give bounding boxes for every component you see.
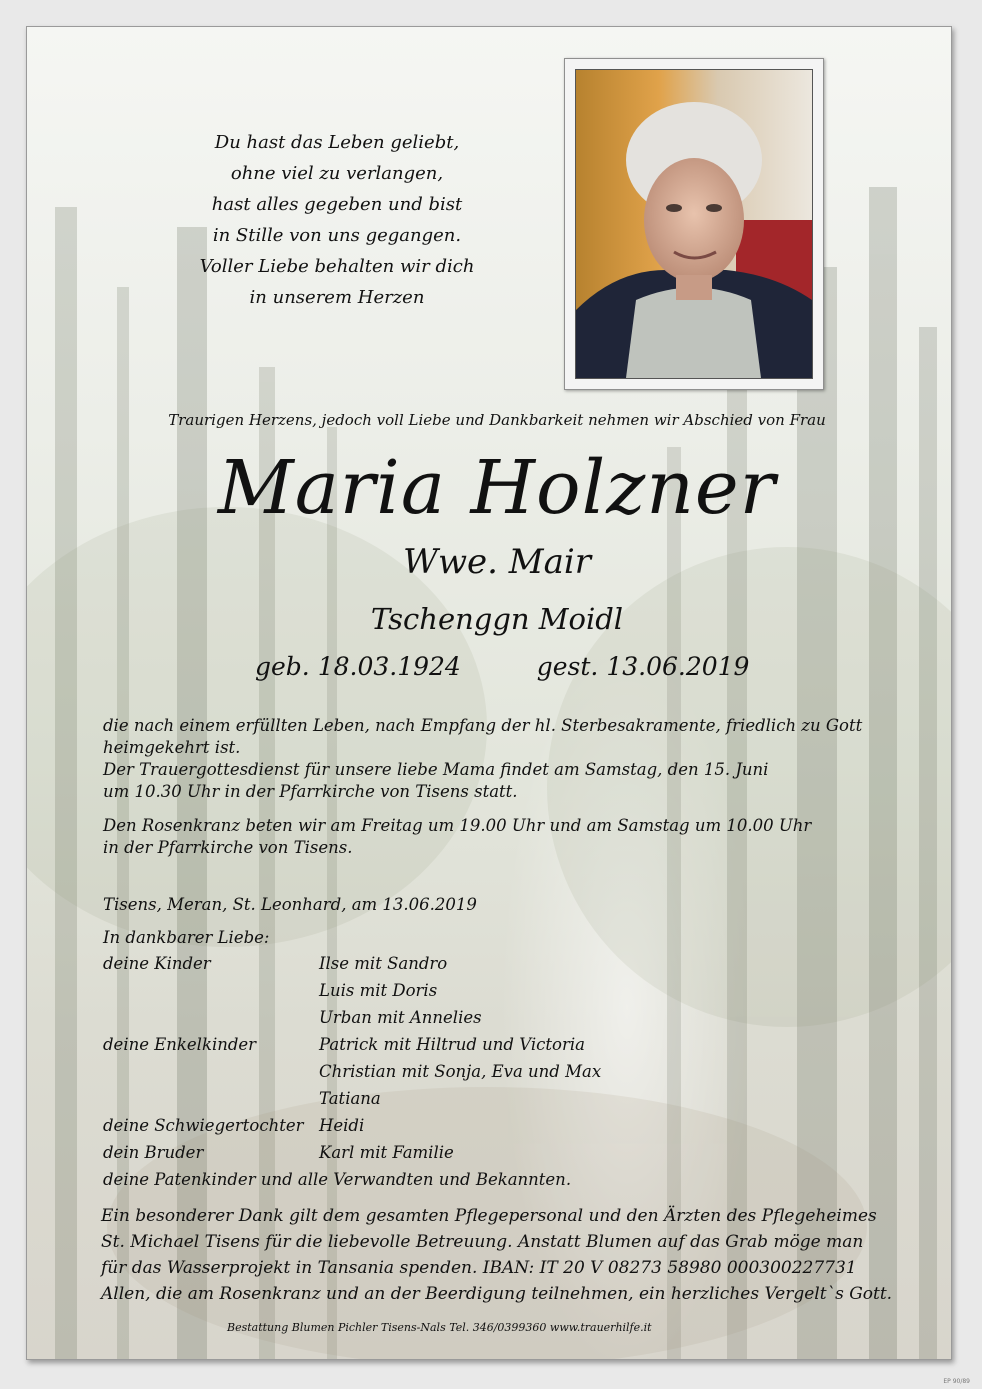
text-line: die nach einem erfüllten Leben, nach Empfang der hl. Sterbesakramente, friedlich zu Gott xyxy=(103,716,863,735)
poem-line: hast alles gegeben und bist xyxy=(211,194,463,215)
intro-line: Traurigen Herzens, jedoch voll Liebe und Dankbarkeit nehmen wir Abschied von Frau xyxy=(168,411,826,429)
deceased-name: Maria Holzner xyxy=(217,445,777,531)
life-dates xyxy=(255,652,749,681)
poem-line: Du hast das Leben geliebt, xyxy=(214,132,460,153)
names: Luis mit Doris xyxy=(319,981,438,1000)
text-line: Den Rosenkranz beten wir am Freitag um 19.00 Uhr und am Samstag um 10.00 Uhr xyxy=(103,816,812,835)
poem xyxy=(147,127,527,313)
obituary-card xyxy=(26,26,952,1360)
text-line: um 10.30 Uhr in der Pfarrkirche von Tisens statt. xyxy=(103,782,518,801)
portrait-frame xyxy=(564,58,824,390)
relation: deine Kinder xyxy=(103,954,211,973)
special-thanks xyxy=(101,1203,901,1307)
names: Karl mit Familie xyxy=(319,1143,454,1162)
names: Tatiana xyxy=(319,1089,381,1108)
relation: deine Schwiegertochter xyxy=(103,1116,304,1135)
funeral-home-footer: Bestattung Blumen Pichler Tisens-Nals Tel. 346/0399360 www.trauerhilfe.it xyxy=(227,1321,652,1334)
names: Christian mit Sonja, Eva und Max xyxy=(319,1062,602,1081)
nickname: Tschenggn Moidl xyxy=(370,602,624,636)
names: Ilse mit Sandro xyxy=(319,954,448,973)
text-line: Der Trauergottesdienst für unsere liebe Mama findet am Samstag, den 15. Juni xyxy=(103,760,769,779)
text-line: heimgekehrt ist. xyxy=(103,738,241,757)
relation: deine Patenkinder und alle Verwandten und Bekannten. xyxy=(103,1170,572,1189)
names: Heidi xyxy=(319,1116,365,1135)
widow-of: Wwe. Mair xyxy=(403,542,591,582)
text-line: in der Pfarrkirche von Tisens. xyxy=(103,838,353,857)
thanks-line: Allen, die am Rosenkranz und an der Beerdigung teilnehmen, ein herzliches Vergelt`s Gott. xyxy=(101,1284,893,1304)
names: Urban mit Annelies xyxy=(319,1008,482,1027)
portrait-photo xyxy=(575,69,813,379)
poem-line: Voller Liebe behalten wir dich xyxy=(199,256,475,277)
print-code: EP 90/89 xyxy=(943,1378,970,1385)
relation: deine Enkelkinder xyxy=(103,1035,257,1054)
announcement-text xyxy=(103,715,903,859)
death-date: gest. 13.06.2019 xyxy=(536,652,750,681)
thanks-line: St. Michael Tisens für die liebevolle Betreuung. Anstatt Blumen auf das Grab möge man xyxy=(101,1232,864,1252)
place-date: Tisens, Meran, St. Leonhard, am 13.06.2019 xyxy=(103,895,477,914)
thanks-line: für das Wasserprojekt in Tansania spenden. IBAN: IT 20 V 08273 58980 000300227731 xyxy=(101,1258,857,1278)
names: Patrick mit Hiltrud und Victoria xyxy=(319,1035,585,1054)
mourners-heading: In dankbarer Liebe: xyxy=(103,928,270,947)
thanks-line: Ein besonderer Dank gilt dem gesamten Pflegepersonal und den Ärzten des Pflegeheimes xyxy=(101,1206,877,1226)
poem-line: in unserem Herzen xyxy=(249,287,425,308)
poem-line: in Stille von uns gegangen. xyxy=(212,225,462,246)
relation: dein Bruder xyxy=(103,1143,204,1162)
poem-line: ohne viel zu verlangen, xyxy=(230,163,444,184)
birth-date: geb. 18.03.1924 xyxy=(255,652,461,681)
